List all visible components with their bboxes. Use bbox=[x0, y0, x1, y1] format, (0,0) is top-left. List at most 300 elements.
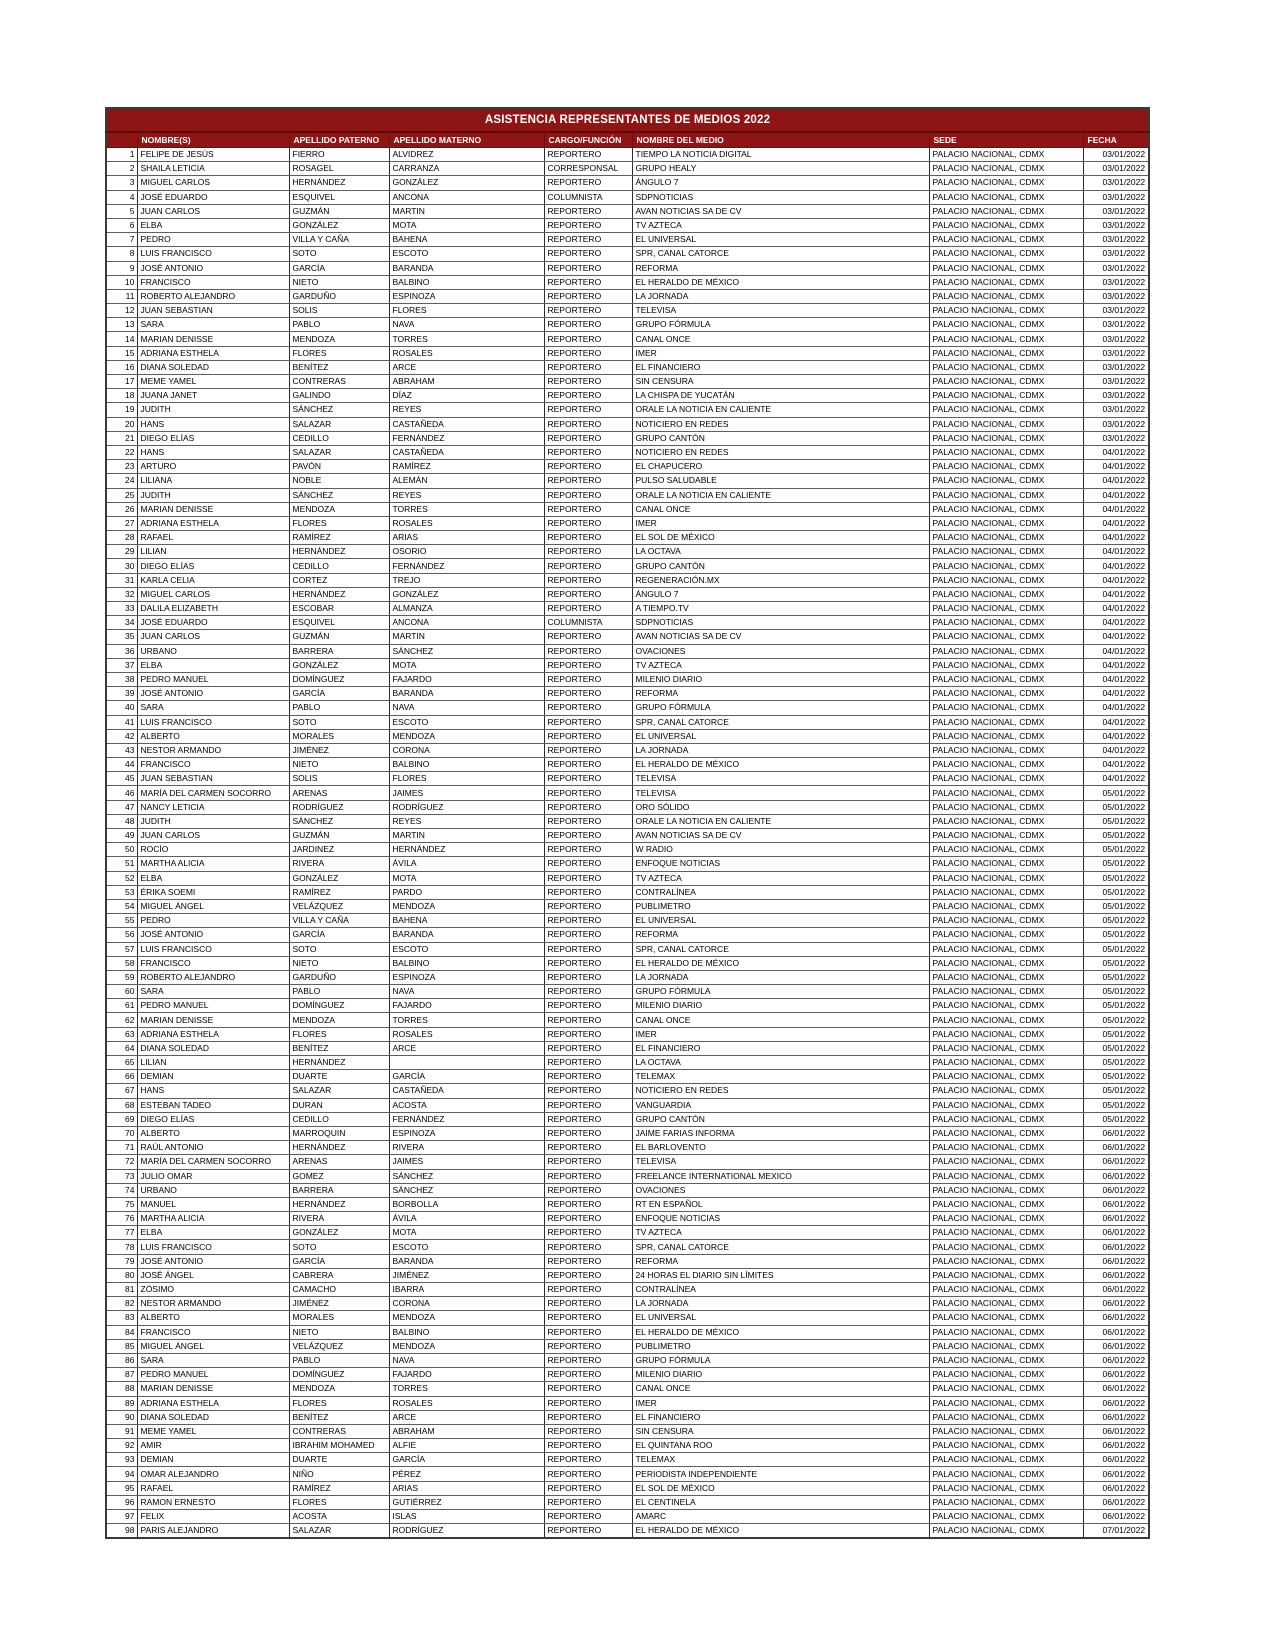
row-number-cell: 98 bbox=[106, 1524, 137, 1539]
apellido-materno-cell: ESPINOZA bbox=[389, 1126, 544, 1140]
cargo-cell: REPORTERO bbox=[544, 1226, 632, 1240]
cargo-cell: REPORTERO bbox=[544, 928, 632, 942]
row-number-cell: 84 bbox=[106, 1325, 137, 1339]
fecha-cell: 05/01/2022 bbox=[1083, 871, 1149, 885]
fecha-cell: 06/01/2022 bbox=[1083, 1481, 1149, 1495]
apellido-paterno-cell: BENÍTEZ bbox=[289, 360, 389, 374]
sede-cell: PALACIO NACIONAL, CDMX bbox=[929, 332, 1083, 346]
apellido-materno-cell: MOTA bbox=[389, 1226, 544, 1240]
apellido-materno-cell: ISLAS bbox=[389, 1510, 544, 1524]
row-number-cell: 12 bbox=[106, 304, 137, 318]
row-number-cell: 20 bbox=[106, 417, 137, 431]
nombre-cell: HANS bbox=[137, 445, 289, 459]
sede-cell: PALACIO NACIONAL, CDMX bbox=[929, 176, 1083, 190]
table-row bbox=[106, 233, 1149, 247]
apellido-paterno-cell: PABLO bbox=[289, 701, 389, 715]
medio-cell: EL UNIVERSAL bbox=[632, 729, 929, 743]
table-row bbox=[106, 857, 1149, 871]
medio-cell: EL UNIVERSAL bbox=[632, 1311, 929, 1325]
medio-cell: TV AZTECA bbox=[632, 871, 929, 885]
cargo-cell: REPORTERO bbox=[544, 148, 632, 162]
medio-cell: TELEVISA bbox=[632, 1155, 929, 1169]
medio-cell: EL HERALDO DE MÉXICO bbox=[632, 275, 929, 289]
nombre-cell: LILIANA bbox=[137, 474, 289, 488]
medio-cell: LA JORNADA bbox=[632, 970, 929, 984]
nombre-cell: LILIAN bbox=[137, 545, 289, 559]
fecha-cell: 03/01/2022 bbox=[1083, 389, 1149, 403]
table-row bbox=[106, 1070, 1149, 1084]
medio-cell: SDPNOTICIAS bbox=[632, 190, 929, 204]
nombre-cell: SARA bbox=[137, 985, 289, 999]
table-row bbox=[106, 261, 1149, 275]
apellido-paterno-cell: JARDINEZ bbox=[289, 843, 389, 857]
cargo-cell: REPORTERO bbox=[544, 1141, 632, 1155]
fecha-cell: 05/01/2022 bbox=[1083, 857, 1149, 871]
table-row bbox=[106, 1297, 1149, 1311]
cargo-cell: REPORTERO bbox=[544, 445, 632, 459]
nombre-cell: JUAN CARLOS bbox=[137, 630, 289, 644]
fecha-cell: 03/01/2022 bbox=[1083, 417, 1149, 431]
apellido-paterno-cell: BARRERA bbox=[289, 644, 389, 658]
apellido-paterno-cell: BENÍTEZ bbox=[289, 1041, 389, 1055]
apellido-materno-cell: ACOSTA bbox=[389, 1098, 544, 1112]
nombre-cell: JUDITH bbox=[137, 403, 289, 417]
cargo-cell: REPORTERO bbox=[544, 1424, 632, 1438]
cargo-cell: REPORTERO bbox=[544, 502, 632, 516]
apellido-paterno-cell: SOTO bbox=[289, 247, 389, 261]
table-row bbox=[106, 616, 1149, 630]
cargo-cell: REPORTERO bbox=[544, 218, 632, 232]
table-row bbox=[106, 885, 1149, 899]
apellido-paterno-cell: VELÁZQUEZ bbox=[289, 1339, 389, 1353]
apellido-paterno-cell: FLORES bbox=[289, 1495, 389, 1509]
nombre-cell: PEDRO MANUEL bbox=[137, 999, 289, 1013]
cargo-cell: REPORTERO bbox=[544, 829, 632, 843]
medio-cell: NOTICIERO EN REDES bbox=[632, 445, 929, 459]
table-row bbox=[106, 545, 1149, 559]
row-number-cell: 86 bbox=[106, 1353, 137, 1367]
cargo-cell: REPORTERO bbox=[544, 885, 632, 899]
row-number-cell: 93 bbox=[106, 1453, 137, 1467]
apellido-paterno-cell: NIÑO bbox=[289, 1467, 389, 1481]
table-row bbox=[106, 1382, 1149, 1396]
table-row bbox=[106, 587, 1149, 601]
sede-cell: PALACIO NACIONAL, CDMX bbox=[929, 1510, 1083, 1524]
medio-cell: SPR, CANAL CATORCE bbox=[632, 1240, 929, 1254]
apellido-materno-cell: FERNÁNDEZ bbox=[389, 1112, 544, 1126]
cargo-cell: REPORTERO bbox=[544, 857, 632, 871]
row-number-cell: 69 bbox=[106, 1112, 137, 1126]
row-number-cell: 6 bbox=[106, 218, 137, 232]
medio-cell: LA OCTAVA bbox=[632, 545, 929, 559]
apellido-paterno-cell: ESCOBAR bbox=[289, 602, 389, 616]
sede-cell: PALACIO NACIONAL, CDMX bbox=[929, 800, 1083, 814]
sede-cell: PALACIO NACIONAL, CDMX bbox=[929, 786, 1083, 800]
medio-cell: OVACIONES bbox=[632, 644, 929, 658]
medio-cell: PULSO SALUDABLE bbox=[632, 474, 929, 488]
cargo-cell: REPORTERO bbox=[544, 942, 632, 956]
fecha-cell: 07/01/2022 bbox=[1083, 1524, 1149, 1539]
nombre-cell: JULIO OMAR bbox=[137, 1169, 289, 1183]
apellido-materno-cell: TORRES bbox=[389, 332, 544, 346]
nombre-cell: PEDRO MANUEL bbox=[137, 672, 289, 686]
row-number-cell: 90 bbox=[106, 1410, 137, 1424]
nombre-cell: OMAR ALEJANDRO bbox=[137, 1467, 289, 1481]
cargo-cell: REPORTERO bbox=[544, 758, 632, 772]
apellido-materno-cell: ESCOTO bbox=[389, 942, 544, 956]
nombre-cell: PEDRO bbox=[137, 233, 289, 247]
nombre-cell: SARA bbox=[137, 1353, 289, 1367]
apellido-materno-cell: GUTIÉRREZ bbox=[389, 1495, 544, 1509]
nombre-cell: DEMIAN bbox=[137, 1453, 289, 1467]
apellido-materno-cell: PARDO bbox=[389, 885, 544, 899]
nombre-cell: DIANA SOLEDAD bbox=[137, 1410, 289, 1424]
fecha-cell: 05/01/2022 bbox=[1083, 829, 1149, 843]
fecha-cell: 05/01/2022 bbox=[1083, 843, 1149, 857]
table-row bbox=[106, 1197, 1149, 1211]
table-row bbox=[106, 204, 1149, 218]
fecha-cell: 03/01/2022 bbox=[1083, 218, 1149, 232]
medio-cell: CONTRALÍNEA bbox=[632, 1283, 929, 1297]
medio-cell: ÁNGULO 7 bbox=[632, 176, 929, 190]
nombre-cell: RAMON ERNESTO bbox=[137, 1495, 289, 1509]
table-row bbox=[106, 573, 1149, 587]
medio-cell: ÁNGULO 7 bbox=[632, 587, 929, 601]
cargo-cell: REPORTERO bbox=[544, 474, 632, 488]
apellido-paterno-cell: GARDUÑO bbox=[289, 289, 389, 303]
nombre-cell: ARTURO bbox=[137, 460, 289, 474]
row-number-cell: 16 bbox=[106, 360, 137, 374]
apellido-paterno-cell: SÁNCHEZ bbox=[289, 814, 389, 828]
row-number-cell: 23 bbox=[106, 460, 137, 474]
medio-cell: TELEVISA bbox=[632, 772, 929, 786]
table-row bbox=[106, 1027, 1149, 1041]
row-number-cell: 29 bbox=[106, 545, 137, 559]
sede-cell: PALACIO NACIONAL, CDMX bbox=[929, 218, 1083, 232]
row-number-cell: 22 bbox=[106, 445, 137, 459]
nombre-cell: MARIAN DENISSE bbox=[137, 332, 289, 346]
apellido-paterno-cell: HERNÁNDEZ bbox=[289, 1197, 389, 1211]
cargo-cell: REPORTERO bbox=[544, 786, 632, 800]
medio-cell: REGENERACIÓN.MX bbox=[632, 573, 929, 587]
apellido-paterno-cell: ESQUIVEL bbox=[289, 190, 389, 204]
sede-cell: PALACIO NACIONAL, CDMX bbox=[929, 1325, 1083, 1339]
sede-cell: PALACIO NACIONAL, CDMX bbox=[929, 871, 1083, 885]
medio-cell: GRUPO FÓRMULA bbox=[632, 1353, 929, 1367]
medio-cell: AMARC bbox=[632, 1510, 929, 1524]
cargo-cell: REPORTERO bbox=[544, 289, 632, 303]
fecha-cell: 06/01/2022 bbox=[1083, 1453, 1149, 1467]
fecha-cell: 04/01/2022 bbox=[1083, 672, 1149, 686]
row-number-cell: 13 bbox=[106, 318, 137, 332]
row-number-cell: 73 bbox=[106, 1169, 137, 1183]
apellido-materno-cell: FERNÁNDEZ bbox=[389, 559, 544, 573]
sede-cell: PALACIO NACIONAL, CDMX bbox=[929, 1169, 1083, 1183]
row-number-cell: 63 bbox=[106, 1027, 137, 1041]
apellido-materno-cell bbox=[389, 1056, 544, 1070]
apellido-paterno-cell: ARENAS bbox=[289, 1155, 389, 1169]
apellido-materno-cell: CASTAÑEDA bbox=[389, 445, 544, 459]
apellido-materno-cell: ROSALES bbox=[389, 516, 544, 530]
table-row bbox=[106, 871, 1149, 885]
apellido-paterno-cell: VELÁZQUEZ bbox=[289, 899, 389, 913]
fecha-cell: 03/01/2022 bbox=[1083, 275, 1149, 289]
fecha-cell: 06/01/2022 bbox=[1083, 1226, 1149, 1240]
apellido-paterno-cell: GOMEZ bbox=[289, 1169, 389, 1183]
table-row bbox=[106, 630, 1149, 644]
apellido-paterno-cell: SOTO bbox=[289, 715, 389, 729]
cargo-cell: REPORTERO bbox=[544, 389, 632, 403]
table-row bbox=[106, 1098, 1149, 1112]
row-number-cell: 33 bbox=[106, 602, 137, 616]
fecha-cell: 04/01/2022 bbox=[1083, 587, 1149, 601]
cargo-cell: REPORTERO bbox=[544, 1410, 632, 1424]
row-number-cell: 76 bbox=[106, 1212, 137, 1226]
sede-cell: PALACIO NACIONAL, CDMX bbox=[929, 1126, 1083, 1140]
apellido-materno-cell: ESCOTO bbox=[389, 1240, 544, 1254]
apellido-materno-cell: IBARRA bbox=[389, 1283, 544, 1297]
table-row bbox=[106, 1495, 1149, 1509]
fecha-cell: 05/01/2022 bbox=[1083, 800, 1149, 814]
sede-cell: PALACIO NACIONAL, CDMX bbox=[929, 1481, 1083, 1495]
cargo-cell: REPORTERO bbox=[544, 318, 632, 332]
cargo-cell: REPORTERO bbox=[544, 814, 632, 828]
nombre-cell: KARLA CELIA bbox=[137, 573, 289, 587]
fecha-cell: 06/01/2022 bbox=[1083, 1382, 1149, 1396]
table-row bbox=[106, 474, 1149, 488]
cargo-cell: REPORTERO bbox=[544, 1169, 632, 1183]
apellido-materno-cell: TORRES bbox=[389, 502, 544, 516]
row-number-cell: 70 bbox=[106, 1126, 137, 1140]
apellido-paterno-cell: FLORES bbox=[289, 346, 389, 360]
table-row bbox=[106, 332, 1149, 346]
nombre-cell: ADRIANA ESTHELA bbox=[137, 346, 289, 360]
fecha-cell: 04/01/2022 bbox=[1083, 531, 1149, 545]
apellido-paterno-cell: ACOSTA bbox=[289, 1510, 389, 1524]
sede-cell: PALACIO NACIONAL, CDMX bbox=[929, 999, 1083, 1013]
sede-cell: PALACIO NACIONAL, CDMX bbox=[929, 1226, 1083, 1240]
table-row bbox=[106, 559, 1149, 573]
medio-cell: TELEMAX bbox=[632, 1070, 929, 1084]
apellido-materno-cell: BALBINO bbox=[389, 758, 544, 772]
cargo-cell: REPORTERO bbox=[544, 417, 632, 431]
apellido-paterno-cell: SALAZAR bbox=[289, 1084, 389, 1098]
sede-cell: PALACIO NACIONAL, CDMX bbox=[929, 502, 1083, 516]
apellido-materno-cell: ÁVILA bbox=[389, 1212, 544, 1226]
nombre-cell: MEME YAMEL bbox=[137, 1424, 289, 1438]
medio-cell: EL FINANCIERO bbox=[632, 1041, 929, 1055]
cargo-cell: REPORTERO bbox=[544, 914, 632, 928]
fecha-cell: 03/01/2022 bbox=[1083, 204, 1149, 218]
nombre-cell: JUDITH bbox=[137, 814, 289, 828]
sede-cell: PALACIO NACIONAL, CDMX bbox=[929, 885, 1083, 899]
row-number-cell: 30 bbox=[106, 559, 137, 573]
table-row bbox=[106, 701, 1149, 715]
medio-cell: SPR, CANAL CATORCE bbox=[632, 942, 929, 956]
apellido-materno-cell: MARTIN bbox=[389, 204, 544, 218]
apellido-paterno-cell: NOBLE bbox=[289, 474, 389, 488]
fecha-cell: 06/01/2022 bbox=[1083, 1368, 1149, 1382]
table-row bbox=[106, 375, 1149, 389]
medio-cell: CANAL ONCE bbox=[632, 1013, 929, 1027]
cargo-cell: REPORTERO bbox=[544, 1339, 632, 1353]
cargo-cell: REPORTERO bbox=[544, 1126, 632, 1140]
cargo-cell: REPORTERO bbox=[544, 460, 632, 474]
sede-cell: PALACIO NACIONAL, CDMX bbox=[929, 545, 1083, 559]
fecha-cell: 06/01/2022 bbox=[1083, 1183, 1149, 1197]
fecha-cell: 03/01/2022 bbox=[1083, 304, 1149, 318]
cargo-cell: REPORTERO bbox=[544, 1467, 632, 1481]
sede-cell: PALACIO NACIONAL, CDMX bbox=[929, 1283, 1083, 1297]
cargo-cell: REPORTERO bbox=[544, 1112, 632, 1126]
apellido-materno-cell: TORRES bbox=[389, 1382, 544, 1396]
nombre-cell: JUAN SEBASTIAN bbox=[137, 772, 289, 786]
table-row bbox=[106, 800, 1149, 814]
row-number-cell: 89 bbox=[106, 1396, 137, 1410]
nombre-cell: AMIR bbox=[137, 1439, 289, 1453]
row-number-cell: 37 bbox=[106, 658, 137, 672]
table-row bbox=[106, 829, 1149, 843]
table-row bbox=[106, 460, 1149, 474]
apellido-materno-cell: TORRES bbox=[389, 1013, 544, 1027]
fecha-cell: 05/01/2022 bbox=[1083, 1027, 1149, 1041]
row-number-cell: 47 bbox=[106, 800, 137, 814]
cargo-cell: REPORTERO bbox=[544, 658, 632, 672]
cargo-cell: REPORTERO bbox=[544, 1311, 632, 1325]
table-row bbox=[106, 389, 1149, 403]
apellido-paterno-cell: MORALES bbox=[289, 1311, 389, 1325]
apellido-materno-cell: BARANDA bbox=[389, 261, 544, 275]
row-number-cell: 46 bbox=[106, 786, 137, 800]
medio-cell: EL UNIVERSAL bbox=[632, 233, 929, 247]
cargo-cell: REPORTERO bbox=[544, 800, 632, 814]
cargo-cell: REPORTERO bbox=[544, 488, 632, 502]
medio-cell: ORO SÓLIDO bbox=[632, 800, 929, 814]
nombre-cell: JOSÉ ANTONIO bbox=[137, 687, 289, 701]
apellido-paterno-cell: SOLIS bbox=[289, 304, 389, 318]
row-number-cell: 14 bbox=[106, 332, 137, 346]
nombre-cell: MIGUEL CARLOS bbox=[137, 176, 289, 190]
medio-cell: TIEMPO LA NOTICIA DIGITAL bbox=[632, 148, 929, 162]
column-header: SEDE bbox=[929, 132, 1083, 148]
apellido-paterno-cell: PABLO bbox=[289, 1353, 389, 1367]
apellido-materno-cell: CORONA bbox=[389, 743, 544, 757]
sede-cell: PALACIO NACIONAL, CDMX bbox=[929, 488, 1083, 502]
sede-cell: PALACIO NACIONAL, CDMX bbox=[929, 360, 1083, 374]
apellido-paterno-cell: SOLIS bbox=[289, 772, 389, 786]
table-row bbox=[106, 1056, 1149, 1070]
apellido-paterno-cell: HERNÁNDEZ bbox=[289, 1141, 389, 1155]
table-row bbox=[106, 1141, 1149, 1155]
row-number-cell: 41 bbox=[106, 715, 137, 729]
nombre-cell: LILIAN bbox=[137, 1056, 289, 1070]
sede-cell: PALACIO NACIONAL, CDMX bbox=[929, 829, 1083, 843]
table-row bbox=[106, 1212, 1149, 1226]
table-row bbox=[106, 1467, 1149, 1481]
sede-cell: PALACIO NACIONAL, CDMX bbox=[929, 417, 1083, 431]
row-number-cell: 79 bbox=[106, 1254, 137, 1268]
cargo-cell: REPORTERO bbox=[544, 985, 632, 999]
nombre-cell: MARÍA DEL CARMEN SOCORRO bbox=[137, 786, 289, 800]
row-number-cell: 62 bbox=[106, 1013, 137, 1027]
medio-cell: TV AZTECA bbox=[632, 658, 929, 672]
row-number-cell: 36 bbox=[106, 644, 137, 658]
row-number-cell: 24 bbox=[106, 474, 137, 488]
apellido-paterno-cell: MENDOZA bbox=[289, 1382, 389, 1396]
fecha-cell: 05/01/2022 bbox=[1083, 956, 1149, 970]
nombre-cell: MEME YAMEL bbox=[137, 375, 289, 389]
apellido-paterno-cell: DURAN bbox=[289, 1098, 389, 1112]
medio-cell: REFORMA bbox=[632, 928, 929, 942]
row-number-cell: 58 bbox=[106, 956, 137, 970]
row-number-cell: 68 bbox=[106, 1098, 137, 1112]
row-number-cell: 94 bbox=[106, 1467, 137, 1481]
nombre-cell: FELIPE DE JESÚS bbox=[137, 148, 289, 162]
medio-cell: TV AZTECA bbox=[632, 1226, 929, 1240]
cargo-cell: REPORTERO bbox=[544, 431, 632, 445]
cargo-cell: REPORTERO bbox=[544, 871, 632, 885]
fecha-cell: 05/01/2022 bbox=[1083, 1070, 1149, 1084]
fecha-cell: 05/01/2022 bbox=[1083, 1112, 1149, 1126]
sede-cell: PALACIO NACIONAL, CDMX bbox=[929, 318, 1083, 332]
nombre-cell: URBANO bbox=[137, 1183, 289, 1197]
fecha-cell: 06/01/2022 bbox=[1083, 1254, 1149, 1268]
nombre-cell: ESTEBAN TADEO bbox=[137, 1098, 289, 1112]
cargo-cell: REPORTERO bbox=[544, 1495, 632, 1509]
sede-cell: PALACIO NACIONAL, CDMX bbox=[929, 275, 1083, 289]
table-row bbox=[106, 1112, 1149, 1126]
apellido-materno-cell: JAIMES bbox=[389, 786, 544, 800]
apellido-materno-cell: OSORIO bbox=[389, 545, 544, 559]
apellido-paterno-cell: GONZÁLEZ bbox=[289, 218, 389, 232]
apellido-paterno-cell: CABRERA bbox=[289, 1268, 389, 1282]
nombre-cell: ADRIANA ESTHELA bbox=[137, 1027, 289, 1041]
apellido-paterno-cell: GARCÍA bbox=[289, 928, 389, 942]
sede-cell: PALACIO NACIONAL, CDMX bbox=[929, 772, 1083, 786]
nombre-cell: MIGUEL ÁNGEL bbox=[137, 899, 289, 913]
table-row bbox=[106, 1268, 1149, 1282]
cargo-cell: REPORTERO bbox=[544, 403, 632, 417]
apellido-materno-cell: ALEMÁN bbox=[389, 474, 544, 488]
cargo-cell: REPORTERO bbox=[544, 360, 632, 374]
sede-cell: PALACIO NACIONAL, CDMX bbox=[929, 531, 1083, 545]
apellido-paterno-cell: CEDILLO bbox=[289, 431, 389, 445]
table-row bbox=[106, 942, 1149, 956]
row-number-cell: 35 bbox=[106, 630, 137, 644]
cargo-cell: REPORTERO bbox=[544, 204, 632, 218]
apellido-materno-cell: CARRANZA bbox=[389, 162, 544, 176]
row-number-cell: 42 bbox=[106, 729, 137, 743]
cargo-cell: REPORTERO bbox=[544, 375, 632, 389]
sede-cell: PALACIO NACIONAL, CDMX bbox=[929, 1382, 1083, 1396]
fecha-cell: 05/01/2022 bbox=[1083, 1041, 1149, 1055]
medio-cell: OVACIONES bbox=[632, 1183, 929, 1197]
fecha-cell: 03/01/2022 bbox=[1083, 346, 1149, 360]
apellido-paterno-cell: BARRERA bbox=[289, 1183, 389, 1197]
nombre-cell: PARIS ALEJANDRO bbox=[137, 1524, 289, 1539]
sede-cell: PALACIO NACIONAL, CDMX bbox=[929, 687, 1083, 701]
apellido-paterno-cell: FIERRO bbox=[289, 148, 389, 162]
apellido-paterno-cell: DOMÍNGUEZ bbox=[289, 672, 389, 686]
apellido-paterno-cell: SALAZAR bbox=[289, 445, 389, 459]
table-row bbox=[106, 672, 1149, 686]
apellido-materno-cell: DÍAZ bbox=[389, 389, 544, 403]
table-row bbox=[106, 658, 1149, 672]
row-number-cell: 9 bbox=[106, 261, 137, 275]
apellido-paterno-cell: GONZÁLEZ bbox=[289, 658, 389, 672]
cargo-cell: REPORTERO bbox=[544, 1524, 632, 1539]
sede-cell: PALACIO NACIONAL, CDMX bbox=[929, 1453, 1083, 1467]
